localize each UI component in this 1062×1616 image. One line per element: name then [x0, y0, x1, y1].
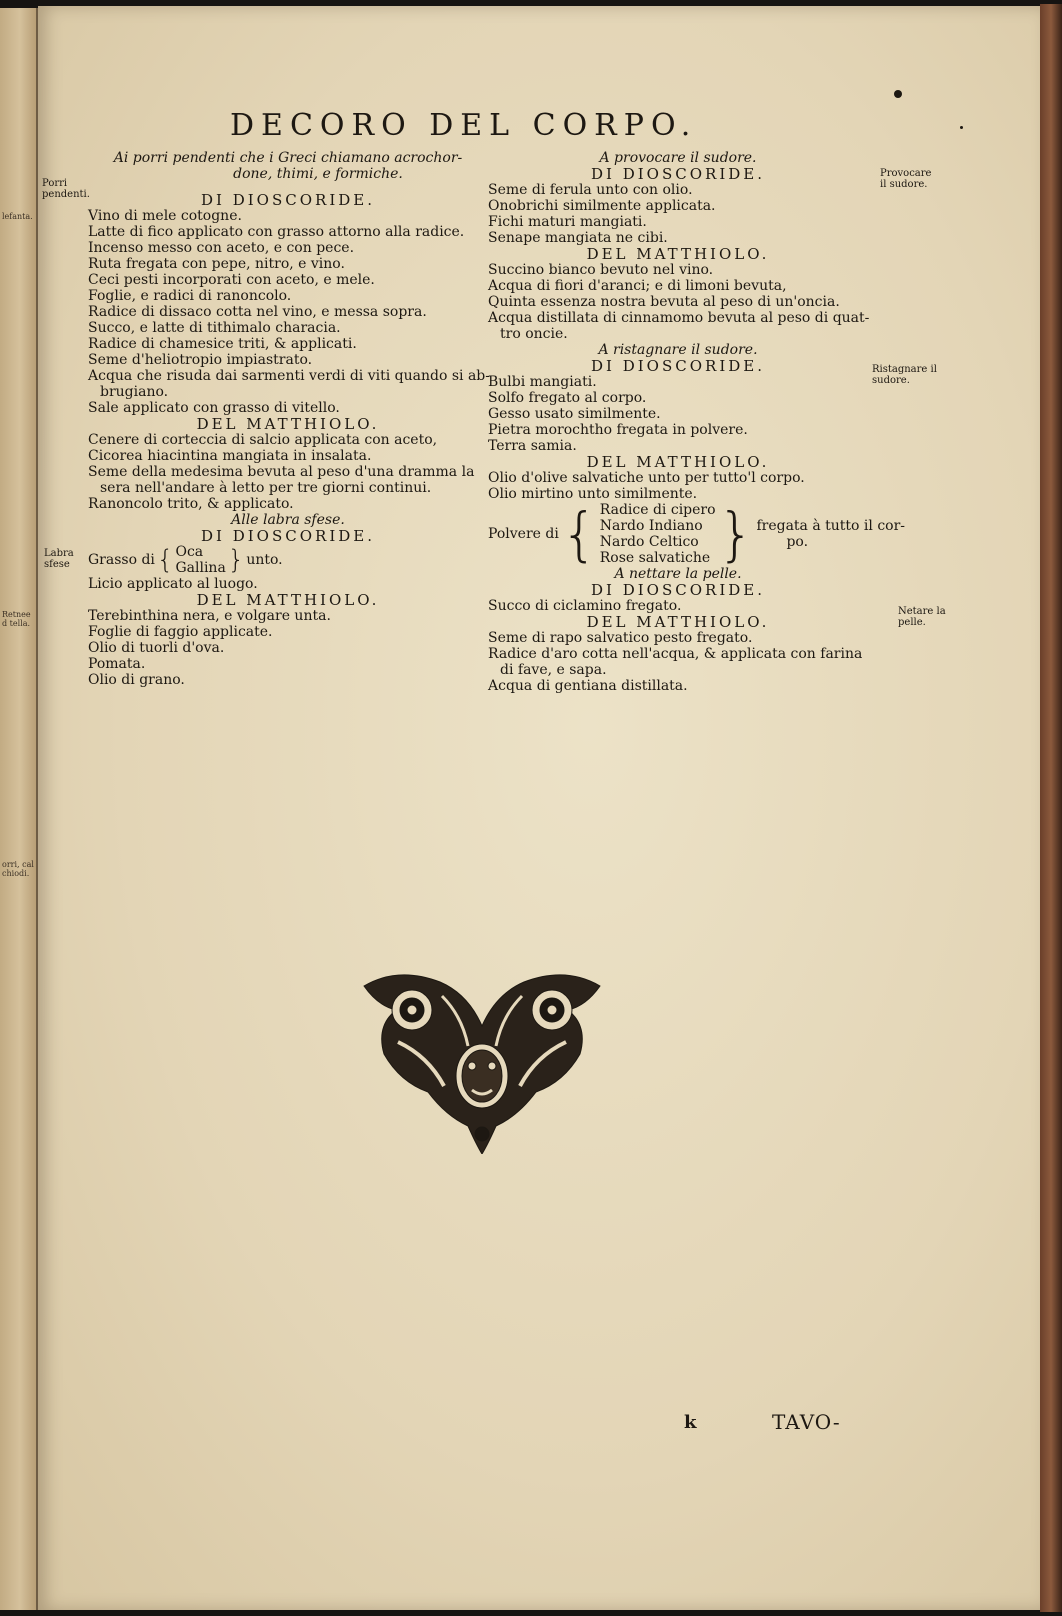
list-item: Succo, e latte di tithimalo characia.: [88, 320, 341, 336]
list-item: Seme di rapo salvatico pesto fregato.: [488, 630, 753, 646]
list-item: Terra samia.: [488, 438, 577, 454]
grotesque-mask-ornament-icon: [358, 966, 606, 1154]
list-item: Foglie, e radici di ranoncolo.: [88, 288, 292, 304]
list-item: Olio d'olive salvatiche unto per tutto'l corpo.: [488, 470, 805, 486]
list-item: Fichi maturi mangiati.: [488, 214, 647, 230]
author-heading: DI DIOSCORIDE.: [591, 581, 765, 599]
list-item: Ranoncolo trito, & applicato.: [88, 496, 294, 512]
list-item: Terebinthina nera, e volgare unta.: [88, 608, 331, 624]
bracket-item: Radice di cipero: [599, 502, 716, 518]
previous-page-edge: [0, 8, 38, 1610]
bracket-item: Rose salvatiche: [599, 550, 711, 566]
margin-note: Porri pendenti.: [42, 178, 90, 200]
margin-note: Labra sfese: [44, 548, 74, 570]
list-item: Pomata.: [88, 656, 146, 672]
author-heading: DEL MATTHIOLO.: [586, 613, 770, 631]
list-item: Quinta essenza nostra bevuta al peso di un'oncia.: [488, 294, 840, 310]
list-item-cont: di fave, e sapa.: [500, 662, 607, 678]
section-heading: A ristagnare il sudore.: [598, 342, 758, 358]
author-heading: DI DIOSCORIDE.: [201, 527, 375, 545]
signature-mark: k: [684, 1412, 697, 1433]
bracket-item: Nardo Celtico: [599, 534, 699, 550]
author-heading: DI DIOSCORIDE.: [591, 357, 765, 375]
author-heading: DEL MATTHIOLO.: [586, 245, 770, 263]
list-item: Foglie di faggio applicate.: [88, 624, 273, 640]
bracket-items: [600, 502, 716, 566]
list-item: Acqua di fiori d'aranci; e di limoni bevuta,: [488, 278, 787, 294]
ink-speck: [894, 90, 902, 98]
bracket-group: [88, 544, 488, 576]
list-item: Ceci pesti incorporati con aceto, e mele.: [88, 272, 375, 288]
margin-note: Ristagnare il sudore.: [872, 364, 937, 386]
prev-page-note: orri, cal chiodi.: [2, 860, 34, 878]
bracket-items: [175, 544, 225, 576]
left-brace-icon: {: [156, 545, 174, 575]
list-item: Latte di fico applicato con grasso attorno alla radice.: [88, 224, 465, 240]
section-heading: A nettare la pelle.: [614, 566, 742, 582]
list-item: Olio mirtino unto similmente.: [488, 486, 698, 502]
author-heading: DEL MATTHIOLO.: [196, 415, 380, 433]
list-item: Radice d'aro cotta nell'acqua, & applicata con farina: [488, 646, 863, 662]
section-heading: A provocare il sudore.: [599, 150, 757, 166]
list-item: Cenere di corteccia di salcio applicata con aceto,: [88, 432, 438, 448]
list-item: Acqua distillata di cinnamomo bevuta al peso di quat-: [488, 310, 870, 326]
list-item-cont: brugiano.: [100, 384, 169, 400]
list-item: Vino di mele cotogne.: [88, 208, 242, 224]
bracket-suffix-line: fregata à tutto il cor-: [756, 518, 906, 534]
bracket-item: Gallina: [175, 560, 226, 576]
list-item: Cicorea hiacintina mangiata in insalata.: [88, 448, 372, 464]
bracket-prefix: Polvere di: [488, 526, 559, 542]
list-item: Onobrichi similmente applicata.: [488, 198, 716, 214]
list-item: Bulbi mangiati.: [488, 374, 597, 390]
bracket-item: Nardo Indiano: [599, 518, 703, 534]
list-item: Acqua che risuda dai sarmenti verdi di viti quando si ab-: [88, 368, 490, 384]
list-item: Seme della medesima bevuta al peso d'una dramma la: [88, 464, 475, 480]
list-item: Acqua di gentiana distillata.: [488, 678, 688, 694]
section-heading: Ai porri pendenti che i Greci chiamano acrochor-: [113, 150, 463, 166]
right-brace-icon: }: [227, 545, 245, 575]
section-heading-cont: done, thimi, e formiche.: [233, 166, 403, 182]
author-heading: DEL MATTHIOLO.: [586, 453, 770, 471]
section-heading: Alle labra sfese.: [231, 512, 345, 528]
list-item: Pietra morochtho fregata in polvere.: [488, 422, 748, 438]
margin-note: Provocare il sudore.: [880, 168, 932, 190]
list-item: Senape mangiata ne cibi.: [488, 230, 668, 246]
bracket-prefix: Grasso di: [88, 552, 155, 568]
catchword: TAVO-: [772, 1410, 841, 1434]
list-item: Sale applicato con grasso di vitello.: [88, 400, 340, 416]
binding-edge: [1040, 4, 1062, 1612]
list-item-cont: tro oncie.: [500, 326, 568, 342]
bracket-suffix: [756, 518, 905, 550]
list-item: Radice di chamesice triti, & applicati.: [88, 336, 357, 352]
list-item: Succino bianco bevuto nel vino.: [488, 262, 714, 278]
list-item: Seme di ferula unto con olio.: [488, 182, 693, 198]
prev-page-note: Retnee d tella.: [2, 610, 31, 628]
bracket-suffix: unto.: [246, 552, 283, 568]
left-column: [88, 150, 488, 688]
list-item: Succo di ciclamino fregato.: [488, 598, 682, 614]
bracket-item: Oca: [175, 544, 204, 560]
list-item-cont: sera nell'andare à letto per tre giorni continui.: [100, 480, 432, 496]
margin-note: Netare la pelle.: [898, 606, 946, 628]
list-item: Licio applicato al luogo.: [88, 576, 258, 592]
author-heading: DEL MATTHIOLO.: [196, 591, 380, 609]
ink-speck: [960, 126, 963, 129]
prev-page-note: lefanta.: [2, 212, 33, 221]
bracket-suffix-line: po.: [786, 534, 809, 550]
list-item: Incenso messo con aceto, e con pece.: [88, 240, 355, 256]
list-item: Ruta fregata con pepe, nitro, e vino.: [88, 256, 345, 272]
list-item: Seme d'heliotropio impiastrato.: [88, 352, 313, 368]
list-item: Olio di tuorli d'ova.: [88, 640, 225, 656]
list-item: Radice di dissaco cotta nel vino, e messa sopra.: [88, 304, 427, 320]
list-item: Solfo fregato al corpo.: [488, 390, 647, 406]
right-column: [488, 150, 906, 694]
right-brace-icon: }: [717, 500, 755, 568]
author-heading: DI DIOSCORIDE.: [591, 165, 765, 183]
list-item: Gesso usato similmente.: [488, 406, 661, 422]
left-brace-icon: {: [560, 500, 598, 568]
bracket-group: [488, 500, 906, 568]
list-item: Olio di grano.: [88, 672, 185, 688]
author-heading: DI DIOSCORIDE.: [201, 191, 375, 209]
page-title: DECORO DEL CORPO.: [230, 108, 698, 143]
